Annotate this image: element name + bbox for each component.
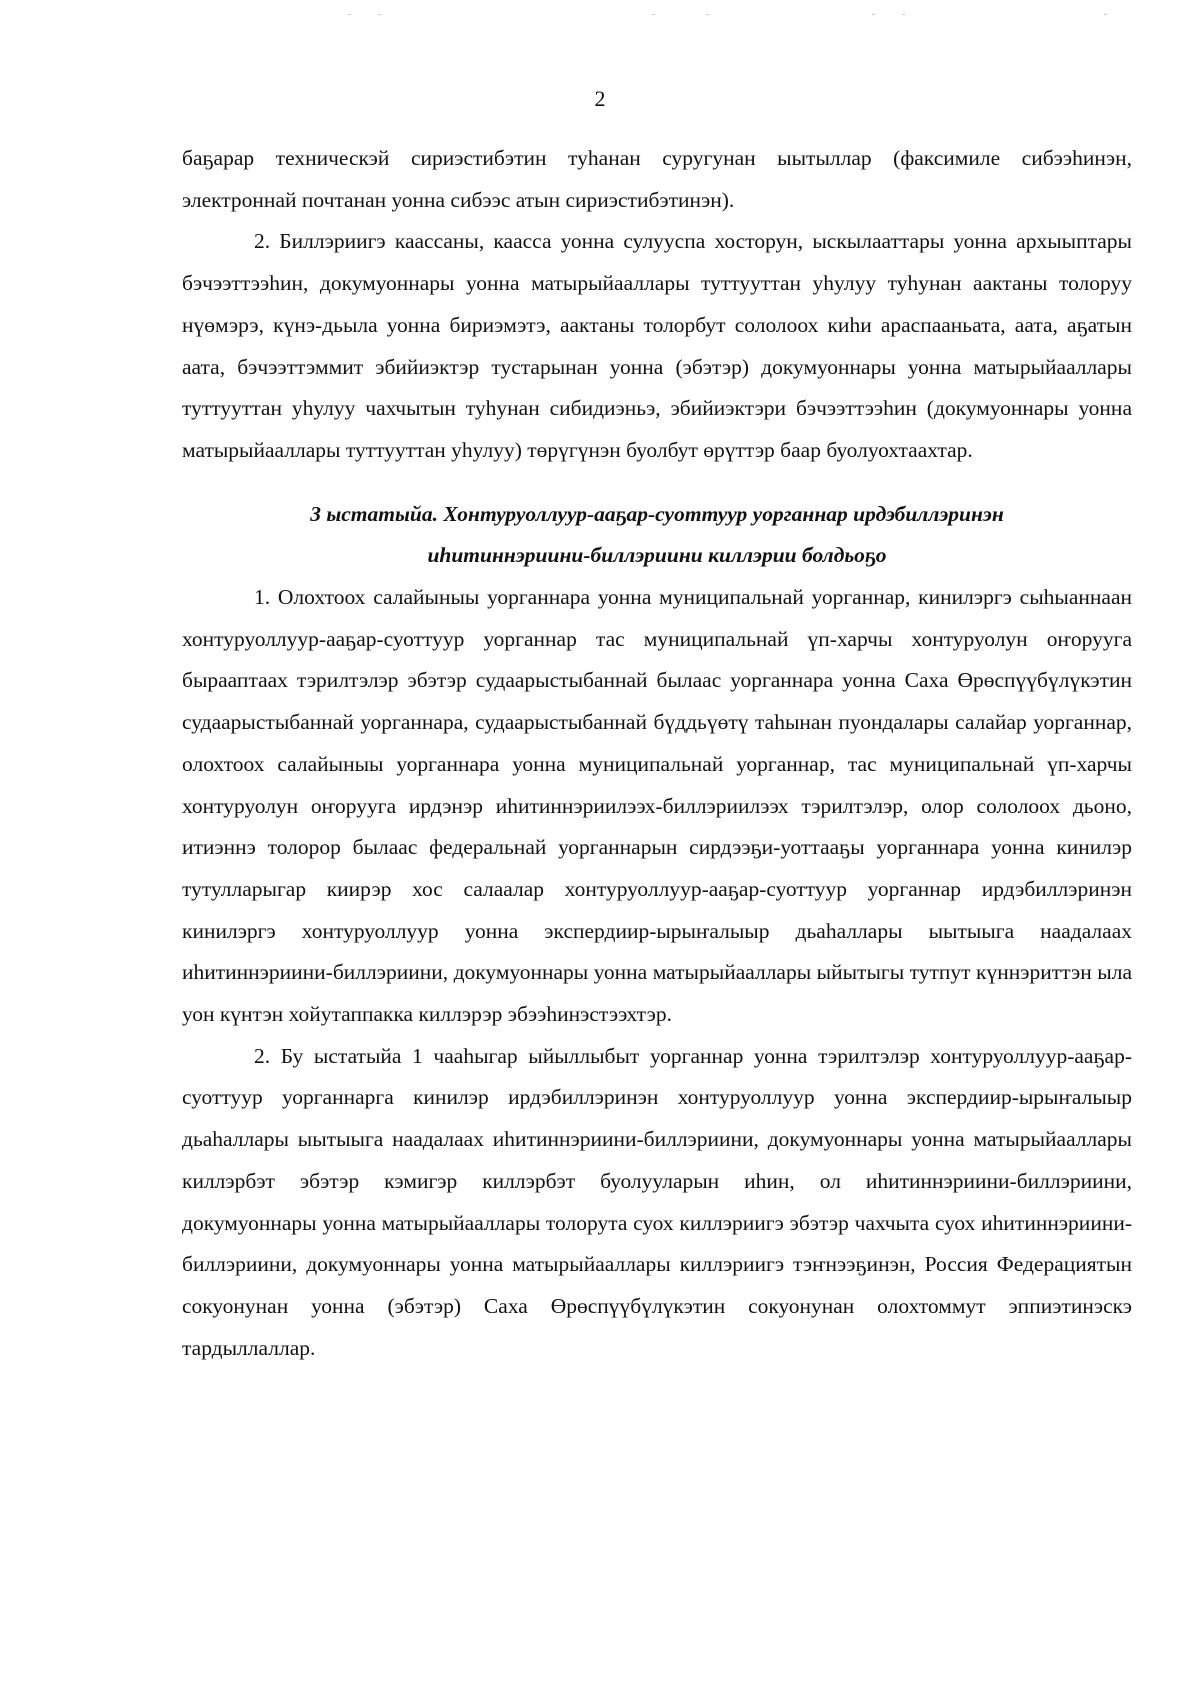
article-paragraph-2: 2. Бу ыстатыйа 1 чааһыгар ыйыллыбыт уорганнар уонна тэрилтэлэр хонтуруоллуур-ааҕар-суоттуур уорганнарга кинилэр ирдэбиллэринэн хонтуруоллуур уонна экспердиир-ырыҥалыыр дьаһаллары ыытыыга наадалаах иһитиннэриини-биллэриини, докумуоннары уонна матырыйааллары киллэрбэт эбэтэр кэмигэр киллэрбэт буолууларын иһин, ол иһитиннэриини-биллэриини, докумуоннары уонна матырыйааллары толорута суох киллэриигэ эбэтэр чахчыта суох иһитиннэриини-биллэриини, докумуоннары уонна матырыйааллары киллэриигэ тэҥнээҕинэн, Россия Федерациятын сокуонунан уонна (эбэтэр) Саха Өрөспүүбүлүкэтин сокуонунан олохтоммут эппиэтинэскэ тардыллаллар. (182, 1043, 1132, 1360)
scan-speck (706, 14, 709, 15)
scan-speck (378, 14, 381, 15)
document-body (182, 138, 1132, 1369)
article-heading (182, 494, 1132, 577)
article-heading-line-1: 3 ыстатыйа. Хонтуруоллуур-ааҕар-суоттуур уорганнар ирдэбиллэринэн (310, 501, 1004, 526)
article-paragraph-1: 1. Олохтоох салайыныы уорганнара уонна муниципальнай уорганнар, кинилэргэ сыһыаннаан хонтуруоллуур-ааҕар-суоттуур уорганнар тас муниципальнай үп-харчы хонтуруолун оҥорууга бырааптаах тэрилтэлэр эбэтэр судаарыстыбаннай былаас уорганнара уонна Саха Өрөспүүбүлүкэтин судаарыстыбаннай уорганнара, судаарыстыбаннай бүддьүөтү таһынан пуондалары салайар уорганнар, олохтоох салайыныы уорганнара уонна муниципальнай уорганнар, тас муниципальнай үп-харчы хонтуруолун оҥорууга ирдэнэр иһитиннэриилээх-биллэриилээх тэрилтэлэр, олор сололоох дьоно, итиэннэ толорор былаас федеральнай уорганнарын сирдээҕи-уоттааҕы уорганнара уонна кинилэр тутулларыгар киирэр хос салаалар хонтуруоллуур-ааҕар-суоттуур уорганнар ирдэбиллэринэн кинилэргэ хонтуруоллуур уонна экспердиир-ырыҥалыыр дьаһаллары ыытыыга наадалаах иһитиннэриини-биллэриини, докумуоннары уонна матырыйааллары ыйытыгы тутпут күннэриттэн ыла уон күнтэн хойутаппакка киллэрэр эбээһинэстээхтэр. (182, 585, 1132, 1027)
scan-speck (652, 14, 655, 15)
paragraph-continuation: баҕарар техническэй сириэстибэтин туһанан суругунан ыытыллар (факсимиле сибээһинэн, электроннай почтанан уонна сибээс атын сириэстибэтинэн). (182, 146, 1132, 212)
scan-speck (872, 14, 875, 15)
scan-speck (348, 14, 351, 15)
paragraph-2: 2. Биллэриигэ каассаны, каасса уонна сулууспа хосторун, ыскылааттары уонна архыыптары бэчээттээһин, докумуоннары уонна матырыйааллары туттууттан уһулуу туһунан аактаны толоруу нүөмэрэ, күнэ-дьыла уонна бириэмэтэ, аактаны толорбут сололоох киһи араспааньата, аата, аҕатын аата, бэчээттэммит эбийиэктэр тустарынан уонна (эбэтэр) докумуоннары уонна матырыйааллары туттууттан уһулуу чахчытын туһунан сибидиэньэ, эбийиэктэри бэчээттээһин (докумуоннары уонна матырыйааллары туттууттан уһулуу) төрүгүнэн буолбут өрүттэр баар буолуохтаахтар. (182, 229, 1132, 462)
article-heading-line-2: иһитиннэриини-биллэриини киллэрии болдьоҕо (427, 543, 887, 568)
scan-speck (902, 14, 905, 15)
scan-artifacts (0, 8, 1200, 22)
page-number: 2 (594, 86, 606, 111)
scan-speck (1104, 14, 1107, 15)
